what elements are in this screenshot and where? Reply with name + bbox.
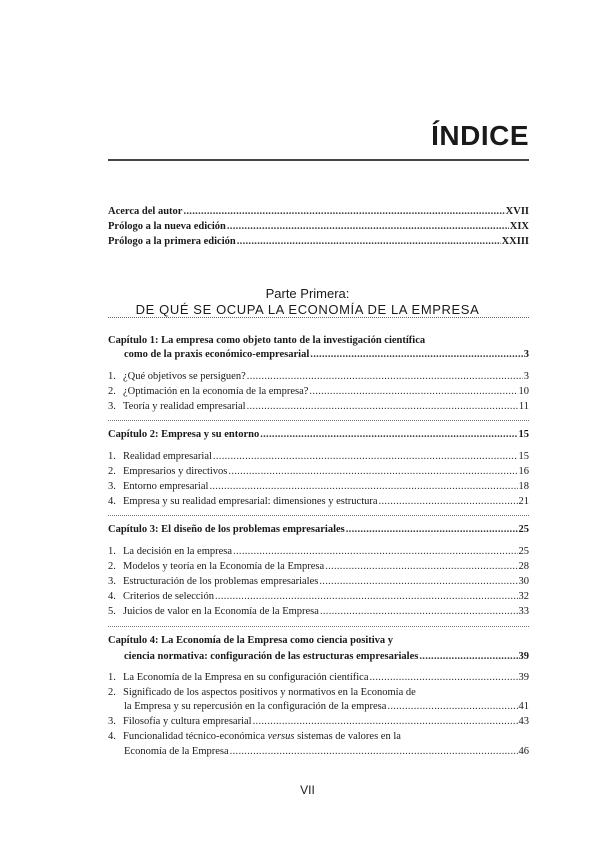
item-label: Modelos y teoría en la Economía de la Empresa — [123, 561, 325, 572]
item-number: 5. — [108, 606, 116, 617]
toc-entry-prologo-primera[interactable] — [108, 236, 529, 248]
toc-item[interactable] — [108, 386, 529, 398]
item-number: 1. — [108, 672, 116, 683]
chapter-page: 3 — [523, 349, 529, 360]
leader-dots — [346, 524, 518, 536]
chapter-page: 25 — [518, 524, 529, 535]
page-number: VII — [300, 783, 315, 797]
item-label: Teoría y realidad empresarial — [123, 401, 246, 412]
item-page: 16 — [518, 466, 529, 477]
item-number: 3. — [108, 576, 116, 587]
toc-item[interactable] — [108, 591, 529, 603]
leader-dots — [320, 606, 518, 618]
item-page: 39 — [518, 672, 529, 683]
toc-item[interactable] — [108, 576, 529, 588]
item-label-emphasis: versus — [267, 731, 295, 742]
item-label: Estructuración de los problemas empresariales — [123, 576, 319, 587]
chapter-page: 15 — [518, 429, 529, 440]
item-number: 4. — [108, 731, 116, 742]
toc-item[interactable] — [108, 371, 529, 383]
entry-page: XXIII — [501, 236, 529, 247]
item-page: 3 — [523, 371, 529, 382]
item-page: 18 — [518, 481, 529, 492]
part-label: Parte Primera: — [265, 286, 350, 301]
item-number: 4. — [108, 591, 116, 602]
item-page: 11 — [518, 401, 529, 412]
leader-dots — [233, 546, 517, 558]
item-number: 1. — [108, 451, 116, 462]
item-page: 41 — [518, 701, 529, 712]
toc-item[interactable] — [108, 546, 529, 558]
toc-item[interactable] — [108, 496, 529, 508]
leader-dots — [183, 206, 504, 218]
leader-dots — [237, 236, 501, 248]
part-rule — [108, 317, 529, 318]
chapter-separator — [108, 626, 529, 627]
chapter-page: 39 — [518, 651, 529, 662]
chapter-heading-text: Capítulo 2: Empresa y su entorno — [108, 429, 260, 440]
item-page: 43 — [518, 716, 529, 727]
chapter-2-heading[interactable] — [108, 429, 529, 441]
toc-item[interactable] — [108, 606, 529, 618]
leader-dots — [309, 386, 517, 398]
leader-dots — [310, 349, 522, 361]
entry-label: Prólogo a la primera edición — [108, 236, 236, 247]
toc-item[interactable] — [108, 401, 529, 413]
chapter-heading-text: Capítulo 3: El diseño de los problemas empresariales — [108, 524, 345, 535]
toc-item[interactable] — [108, 451, 529, 463]
chapter-4-heading-line2[interactable] — [124, 651, 529, 663]
item-label: Realidad empresarial — [123, 451, 212, 462]
leader-dots — [319, 576, 517, 588]
toc-item[interactable] — [108, 561, 529, 573]
item-number: 4. — [108, 496, 116, 507]
toc-item[interactable] — [108, 481, 529, 493]
toc-entry-acerca[interactable] — [108, 206, 529, 218]
item-label: Filosofía y cultura empresarial — [123, 716, 252, 727]
item-label: ¿Qué objetivos se persiguen? — [123, 371, 246, 382]
item-label: La Economía de la Empresa en su configuración científica — [123, 672, 369, 683]
leader-dots — [369, 672, 517, 684]
entry-label: Prólogo a la nueva edición — [108, 221, 226, 232]
page-title: ÍNDICE — [431, 120, 529, 151]
item-label: Empresarios y directivos — [123, 466, 228, 477]
item-page: 21 — [518, 496, 529, 507]
item-number: 2. — [108, 466, 116, 477]
item-page: 32 — [518, 591, 529, 602]
leader-dots — [230, 746, 518, 758]
leader-dots — [419, 651, 517, 663]
entry-page: XIX — [509, 221, 529, 232]
leader-dots — [379, 496, 518, 508]
title-rule — [108, 159, 529, 161]
chapter-heading-text: como de la praxis económico-empresarial — [124, 349, 310, 360]
chapter-heading-text: ciencia normativa: configuración de las estructuras empresariales — [124, 651, 419, 662]
item-number: 3. — [108, 401, 116, 412]
item-number: 2. — [108, 561, 116, 572]
toc-item-line1[interactable] — [108, 687, 416, 699]
entry-page: XVII — [505, 206, 529, 217]
leader-dots — [227, 221, 509, 233]
item-number: 1. — [108, 371, 116, 382]
toc-item-line1[interactable] — [108, 731, 401, 743]
item-page: 25 — [518, 546, 529, 557]
leader-dots — [247, 371, 523, 383]
item-label: Entorno empresarial — [123, 481, 209, 492]
chapter-3-heading[interactable] — [108, 524, 529, 536]
leader-dots — [209, 481, 517, 493]
item-number: 2. — [108, 687, 116, 698]
chapter-1-heading[interactable]: Capítulo 1: La empresa como objeto tanto de la investigación científica — [108, 335, 426, 346]
item-page: 28 — [518, 561, 529, 572]
item-label-cont: Economía de la Empresa — [124, 746, 229, 757]
item-label: ¿Optimación en la economía de la empresa? — [123, 386, 309, 397]
item-number: 1. — [108, 546, 116, 557]
leader-dots — [215, 591, 518, 603]
part-title: DE QUÉ SE OCUPA LA ECONOMÍA DE LA EMPRESA — [135, 302, 480, 317]
leader-dots — [247, 401, 518, 413]
toc-item-line2[interactable] — [124, 701, 529, 713]
toc-item[interactable] — [108, 672, 529, 684]
item-label: Funcionalidad técnico-económica — [123, 731, 265, 742]
toc-item[interactable] — [108, 716, 529, 728]
item-page: 10 — [518, 386, 529, 397]
item-number: 2. — [108, 386, 116, 397]
toc-item-line2[interactable] — [124, 746, 529, 758]
item-page: 46 — [518, 746, 529, 757]
item-label: Criterios de selección — [123, 591, 214, 602]
leader-dots — [228, 466, 517, 478]
item-number: 3. — [108, 716, 116, 727]
leader-dots — [213, 451, 518, 463]
chapter-4-heading[interactable]: Capítulo 4: La Economía de la Empresa como ciencia positiva y — [108, 635, 394, 646]
item-label: Significado de los aspectos positivos y normativos en la Economía de — [123, 687, 416, 698]
toc-item[interactable] — [108, 466, 529, 478]
item-number: 3. — [108, 481, 116, 492]
leader-dots — [260, 429, 517, 441]
leader-dots — [325, 561, 517, 573]
chapter-separator — [108, 515, 529, 516]
leader-dots — [253, 716, 518, 728]
item-label: sistemas de valores en la — [297, 731, 401, 742]
item-page: 30 — [518, 576, 529, 587]
item-page: 33 — [518, 606, 529, 617]
item-label: La decisión en la empresa — [123, 546, 233, 557]
toc-entry-prologo-nueva[interactable] — [108, 221, 529, 233]
chapter-1-heading-line2[interactable] — [124, 349, 529, 361]
item-page: 15 — [518, 451, 529, 462]
entry-label: Acerca del autor — [108, 206, 183, 217]
chapter-separator — [108, 420, 529, 421]
item-label: Empresa y su realidad empresarial: dimensiones y estructura — [123, 496, 378, 507]
leader-dots — [387, 701, 517, 713]
item-label-cont: la Empresa y su repercusión en la configuración de la empresa — [124, 701, 387, 712]
item-label: Juicios de valor en la Economía de la Empresa — [123, 606, 319, 617]
